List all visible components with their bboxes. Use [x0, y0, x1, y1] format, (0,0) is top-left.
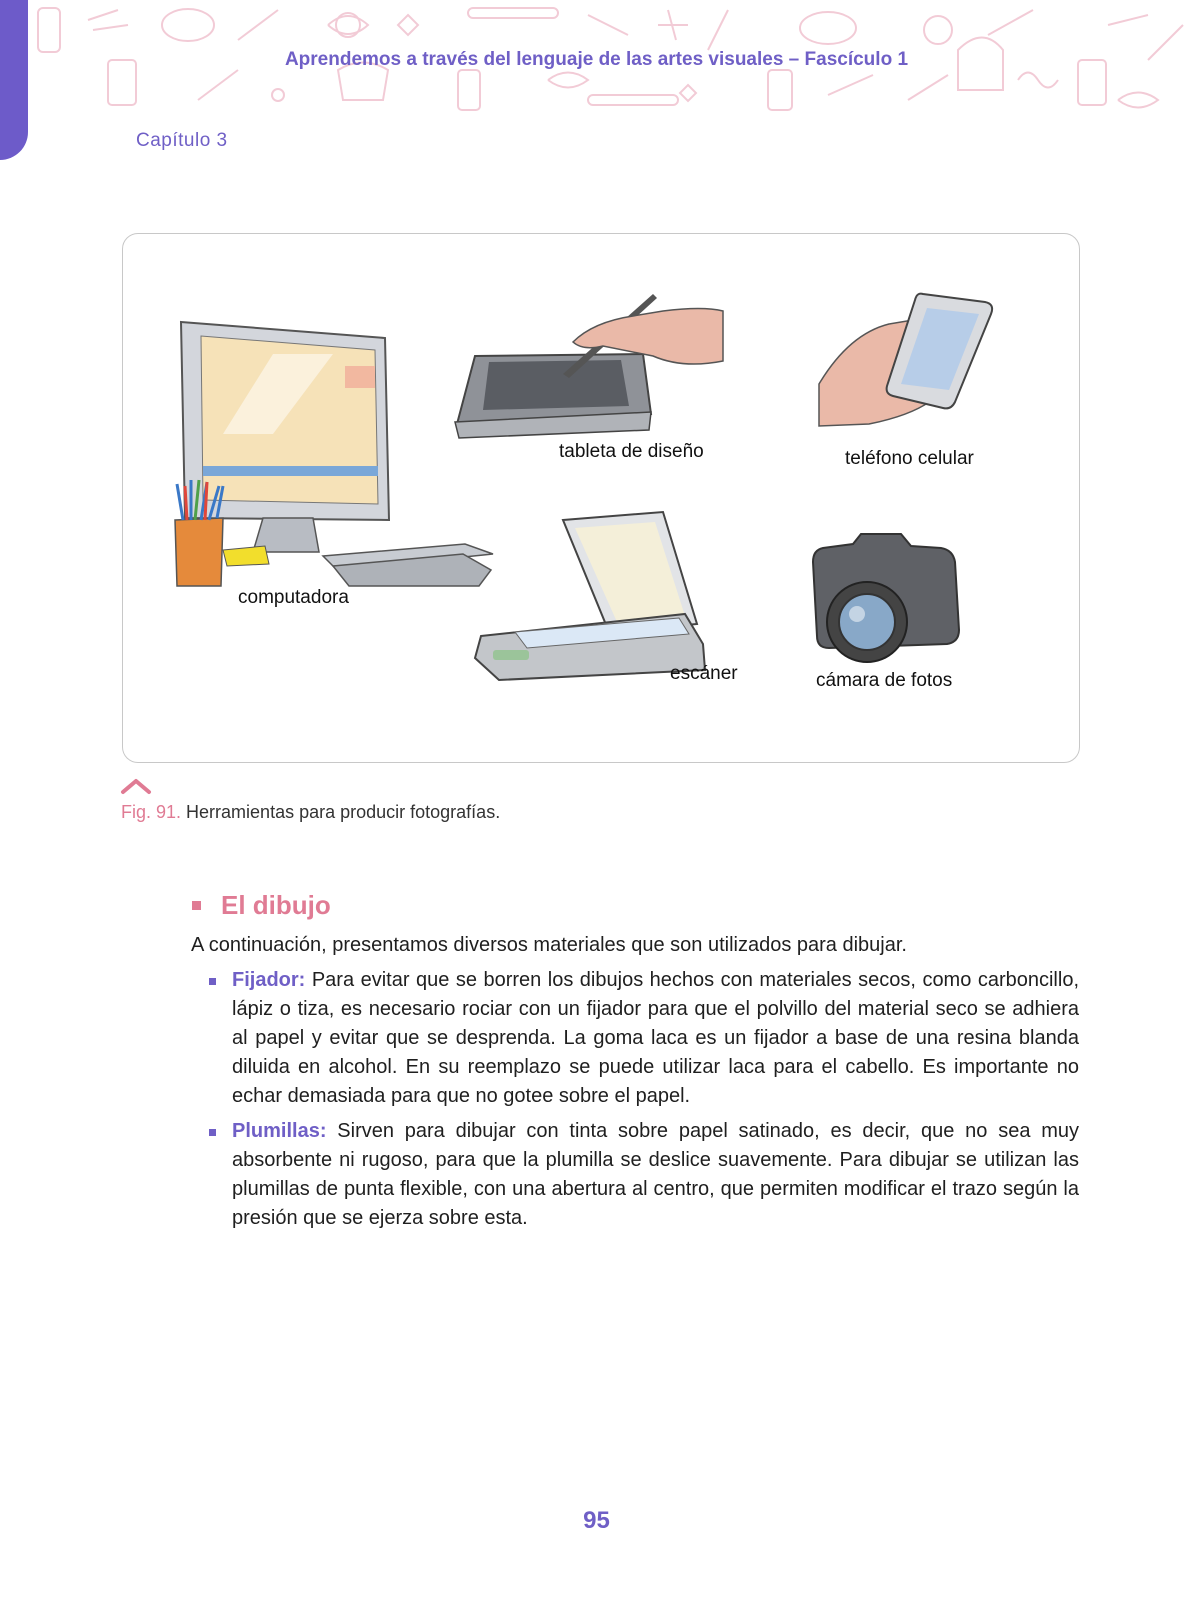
- figure-frame: [122, 233, 1080, 763]
- materials-list: [209, 966, 1079, 1239]
- label-camera: cámara de fotos: [816, 670, 953, 691]
- caption-text: Herramientas para producir fotografías.: [186, 802, 501, 822]
- chapter-label: Capítulo 3: [136, 130, 228, 151]
- caption-number: Fig. 91.: [121, 802, 182, 822]
- design-tablet-illustration: [455, 294, 723, 438]
- list-item: [209, 1117, 1079, 1233]
- label-tablet: tableta de diseño: [559, 441, 704, 462]
- mobile-phone-illustration: [819, 294, 992, 426]
- item-term: Fijador:: [232, 969, 306, 991]
- section-intro: A continuación, presentamos diversos materiales que son utilizados para dibujar.: [191, 934, 907, 956]
- page-number: 95: [583, 1507, 610, 1534]
- section-heading: [192, 890, 331, 921]
- caret-up-icon: [120, 777, 152, 795]
- square-bullet-icon: [192, 901, 201, 910]
- square-bullet-icon: [209, 978, 216, 985]
- label-phone: teléfono celular: [845, 448, 974, 469]
- chapter-side-tab: [0, 0, 28, 160]
- figure-caption: [121, 802, 500, 823]
- item-text: Para evitar que se borren los dibujos hechos con materiales secos, como carboncillo, lápiz o tiza, es necesario rociar con un fijador para que el polvillo del material seco se adhiera al papel y evitar que se desprenda. La goma laca es un fijador a base de una resina blanda diluida en alcohol. En su reemplazo se puede utilizar laca para el cabello. Es importante no echar demasiada para que no gotee sobre el papel.: [232, 969, 1079, 1107]
- list-item: [209, 966, 1079, 1111]
- computer-illustration: [175, 322, 493, 586]
- label-computer: computadora: [238, 587, 349, 608]
- scanner-illustration: [475, 512, 705, 680]
- photo-camera-illustration: [813, 534, 959, 662]
- section-title: El dibujo: [221, 890, 331, 920]
- square-bullet-icon: [209, 1129, 216, 1136]
- running-title: Aprendemos a través del lenguaje de las artes visuales – Fascículo 1: [284, 49, 909, 70]
- item-term: Plumillas:: [232, 1120, 327, 1142]
- label-scanner: escáner: [670, 663, 738, 684]
- item-text: Sirven para dibujar con tinta sobre papel satinado, es decir, que no sea muy absorbente ni rugoso, para que la plumilla se deslice suavemente. Para dibujar se utilizan las plumillas de punta flexible, con una abertura al centro, que permiten modificar el trazo según la presión que se ejerza sobre esta.: [232, 1120, 1080, 1229]
